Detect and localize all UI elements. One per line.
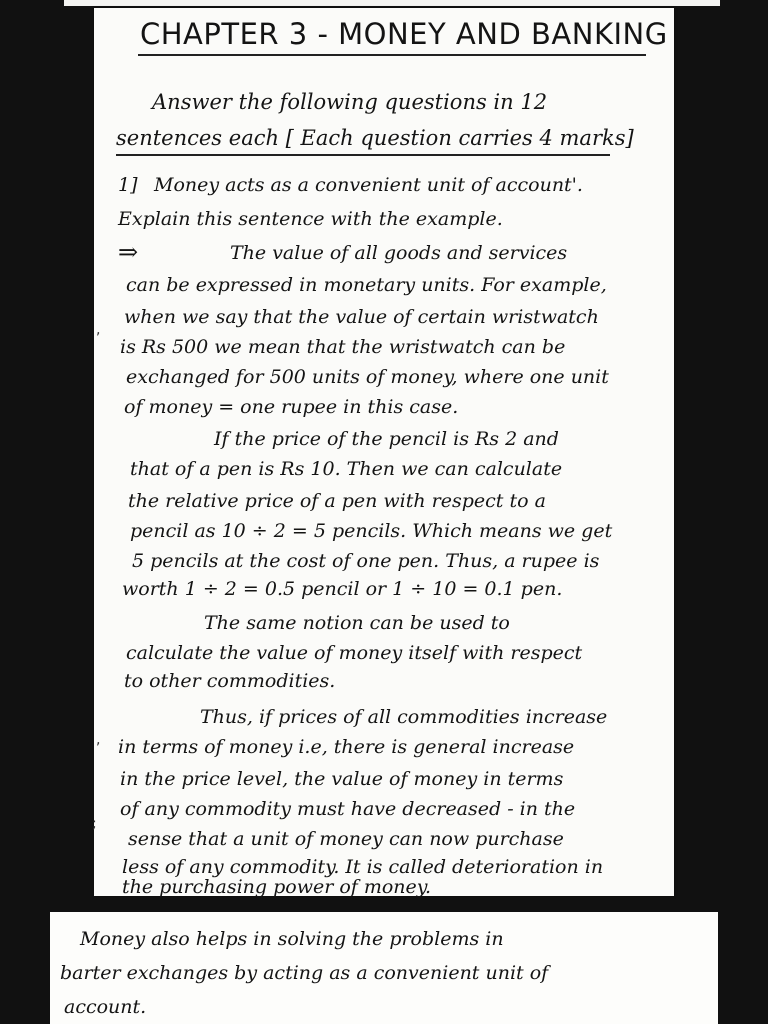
- second-page-line: Money also helps in solving the problems in: [80, 928, 504, 950]
- question-line-2: Explain this sentence with the example.: [118, 208, 503, 230]
- answer-line: is Rs 500 we mean that the wristwatch can be: [120, 336, 566, 358]
- margin-tick-mark: ,: [96, 732, 101, 748]
- answer-line: The value of all goods and services: [230, 242, 568, 264]
- answer-line: 5 pencils at the cost of one pen. Thus, a rupee is: [132, 550, 600, 572]
- answer-line: the relative price of a pen with respect to a: [128, 490, 546, 512]
- instruction-underline: [116, 154, 610, 156]
- instruction-line-1: Answer the following questions in 12: [152, 90, 548, 114]
- answer-line: can be expressed in monetary units. For example,: [126, 274, 607, 296]
- second-page-line: barter exchanges by acting as a convenient unit of: [60, 962, 549, 984]
- answer-line: calculate the value of money itself with respect: [126, 642, 583, 664]
- question-line-1: Money acts as a convenient unit of account'.: [154, 174, 583, 196]
- second-notebook-page: [50, 912, 718, 1024]
- notebook-page: [94, 8, 674, 896]
- answer-line: If the price of the pencil is Rs 2 and: [214, 428, 559, 450]
- answer-line: The same notion can be used to: [204, 612, 510, 634]
- question-number: 1]: [118, 174, 138, 196]
- instruction-line-2: sentences each [ Each question carries 4 marks]: [116, 126, 634, 150]
- answer-line: the purchasing power of money.: [122, 876, 432, 898]
- answer-line: in the price level, the value of money in terms: [120, 768, 564, 790]
- answer-line: of any commodity must have decreased - in the: [120, 798, 576, 820]
- answer-line: when we say that the value of certain wristwatch: [124, 306, 599, 328]
- answer-line: pencil as 10 ÷ 2 = 5 pencils. Which means we get: [130, 520, 613, 542]
- previous-page-edge: [64, 0, 720, 6]
- answer-line: in terms of money i.e, there is general increase: [118, 736, 575, 758]
- title-underline: [138, 54, 646, 56]
- answer-line: worth 1 ÷ 2 = 0.5 pencil or 1 ÷ 10 = 0.1 pen.: [122, 578, 563, 600]
- answer-line: of money = one rupee in this case.: [124, 396, 459, 418]
- answer-line: that of a pen is Rs 10. Then we can calculate: [130, 458, 563, 480]
- margin-tick-mark: ;: [92, 816, 97, 832]
- answer-line: exchanged for 500 units of money, where one unit: [126, 366, 609, 388]
- chapter-title: CHAPTER 3 - MONEY AND BANKING: [140, 17, 668, 51]
- second-page-line: account.: [64, 996, 147, 1018]
- answer-line: less of any commodity. It is called deterioration in: [122, 856, 604, 878]
- answer-line: to other commodities.: [124, 670, 336, 692]
- answer-line: sense that a unit of money can now purchase: [128, 828, 564, 850]
- answer-arrow-icon: ⇒: [118, 238, 139, 266]
- answer-line: Thus, if prices of all commodities increase: [200, 706, 608, 728]
- margin-tick-mark: ,: [96, 322, 101, 338]
